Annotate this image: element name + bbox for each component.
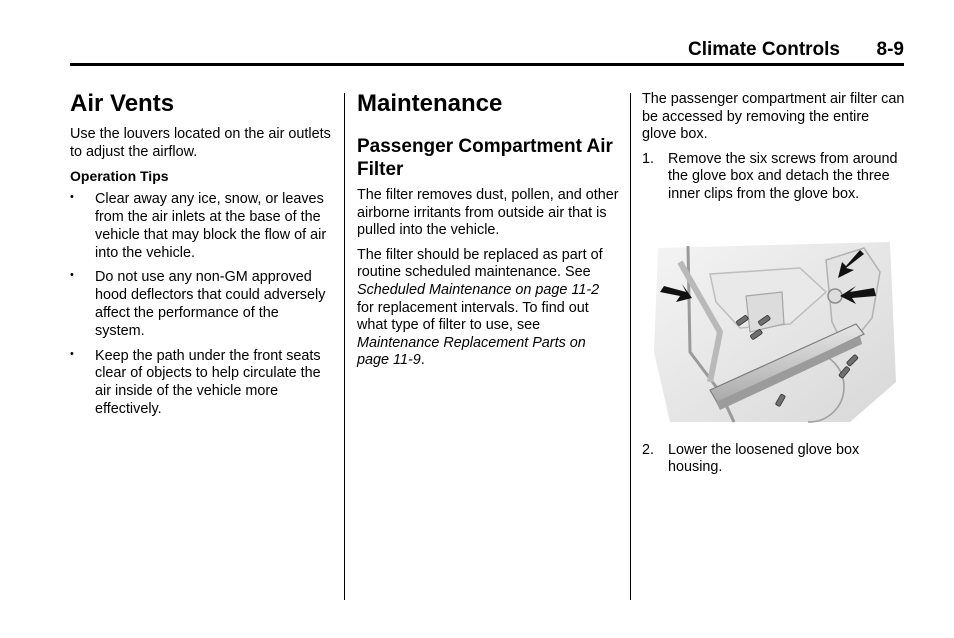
procedure-column — [642, 91, 906, 484]
bullet-icon: • — [70, 191, 74, 204]
operation-tips-heading: Operation Tips — [70, 168, 169, 185]
column-divider — [344, 93, 345, 600]
replacement-paragraph — [357, 247, 619, 370]
step-number: 2. — [642, 441, 655, 458]
step-text: Remove the six screws from around the glove box and detach the three inner clips from the glove box. — [668, 150, 898, 202]
list-item — [70, 191, 332, 262]
list-item — [70, 269, 332, 340]
glove-box-illustration — [650, 232, 900, 428]
bullet-icon: • — [70, 269, 74, 282]
procedure-steps — [642, 442, 906, 477]
air-vents-column — [70, 90, 332, 426]
tip-text: Clear away any ice, snow, or leaves from the air inlets at the base of the vehicle that may block the flow of air into the vehicle. — [95, 191, 327, 261]
filter-description: The filter removes dust, pollen, and other airborne irritants from outside air that is pulled into the vehicle. — [357, 187, 619, 239]
step-text: Lower the loosened glove box housing. — [668, 441, 860, 476]
tip-text: Do not use any non-GM approved hood deflectors that could adversely affect the performance of the system. — [95, 269, 326, 339]
tip-text: Keep the path under the front seats clear of objects to help circulate the air inside of the vehicle more effectively. — [95, 347, 321, 417]
operation-tips-list — [70, 191, 332, 419]
replacement-text: . — [420, 352, 425, 369]
air-vents-intro: Use the louvers located on the air outlets to adjust the airflow. — [70, 126, 331, 160]
replacement-parts-reference: Maintenance Replacement Parts on page 11-9 — [357, 334, 586, 369]
maintenance-column — [357, 90, 619, 377]
list-item — [642, 151, 906, 204]
procedure-intro: The passenger compartment air filter can be accessed by removing the entire glove box. — [642, 91, 905, 143]
column-divider — [630, 93, 631, 600]
page-number: 8-9 — [876, 39, 904, 60]
page-header — [70, 36, 904, 66]
list-item — [70, 348, 332, 419]
air-filter-subheading: Passenger Compartment Air Filter — [357, 136, 613, 180]
step-number: 1. — [642, 150, 655, 167]
maintenance-heading: Maintenance — [357, 90, 503, 117]
list-item — [642, 442, 906, 477]
air-vents-heading: Air Vents — [70, 90, 175, 117]
scheduled-maintenance-reference: Scheduled Maintenance on page 11-2 — [357, 281, 600, 298]
section-title: Climate Controls — [687, 39, 840, 60]
procedure-steps — [642, 151, 906, 204]
replacement-text: for replacement intervals. To find out what type of filter to use, see — [357, 299, 589, 334]
replacement-text: The filter should be replaced as part of routine scheduled maintenance. See — [357, 246, 603, 281]
bullet-icon: • — [70, 347, 74, 360]
